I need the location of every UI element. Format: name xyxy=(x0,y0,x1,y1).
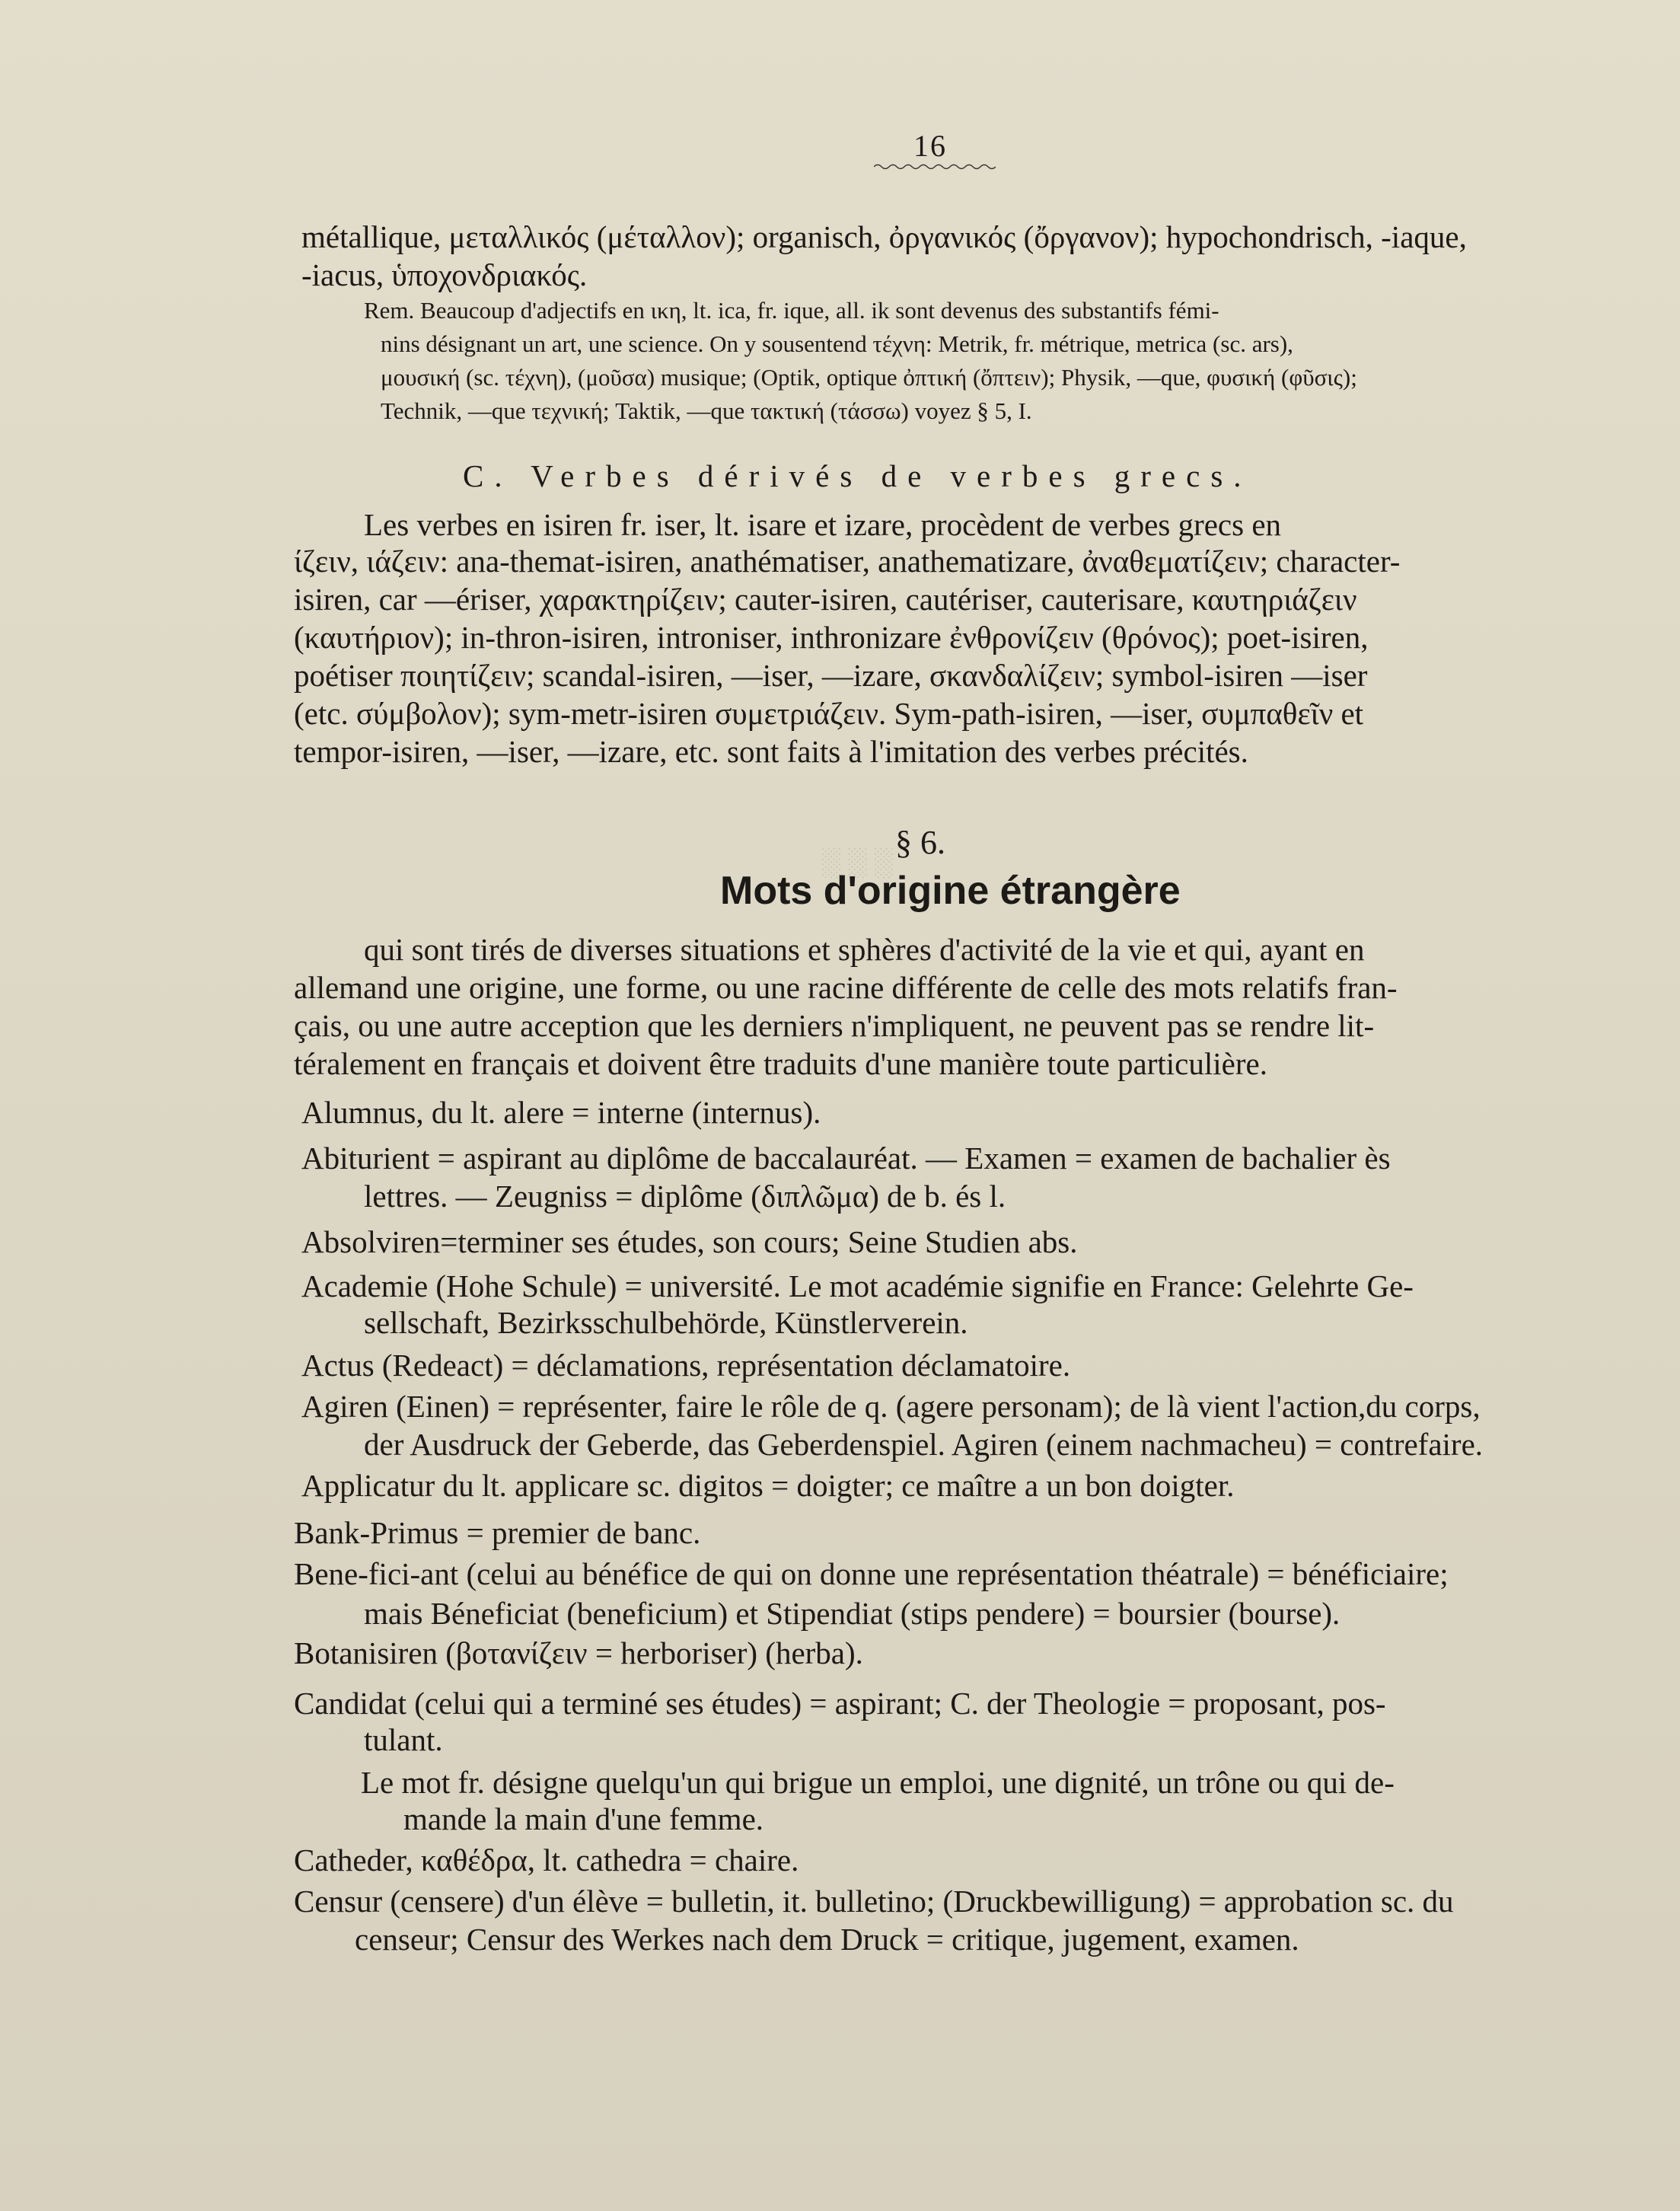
text-line: ίζειν, ιάζειν: ana-themat-isiren, anathématiser, anathematizare, ἀναθεματίζειν; character- xyxy=(294,544,1401,579)
text-line: (καυτήριον); in-thron-isiren, introniser, inthronizare ἐνθρονίζειν (θρόνος); poet-isiren, xyxy=(294,620,1369,655)
entry-censur: Censur (censere) d'un élève = bulletin, it. bulletino; (Druckbewilligung) = approbation sc. du xyxy=(294,1884,1454,1919)
page-number-ornament xyxy=(874,163,996,171)
entry-actus: Actus (Redeact) = déclamations, représentation déclamatoire. xyxy=(301,1348,1071,1383)
entry-candidat: Candidat (celui qui a terminé ses études) = aspirant; C. der Theologie = proposant, pos- xyxy=(294,1686,1386,1721)
text-line: -iacus, ὑποχονδριακός. xyxy=(301,257,588,292)
entry-continuation: lettres. — Zeugniss = diplôme (διπλῶμα) de b. és l. xyxy=(364,1179,1006,1214)
remark-line: Technik, —que τεχνική; Taktik, —que τακτική (τάσσω) voyez § 5, I. xyxy=(381,397,1032,424)
text-line: téralement en français et doivent être traduits d'une manière toute particulière. xyxy=(294,1046,1267,1081)
text-line: çais, ou une autre acception que les derniers n'impliquent, ne peuvent pas se rendre lit- xyxy=(294,1008,1375,1043)
entry-continuation: censeur; Censur des Werkes nach dem Druck = critique, jugement, examen. xyxy=(355,1922,1299,1957)
text-line: Les verbes en isiren fr. iser, lt. isare et izare, procèdent de verbes grecs en xyxy=(364,507,1282,542)
entry-bank-primus: Bank-Primus = premier de banc. xyxy=(294,1515,701,1550)
entry-absolviren: Absolviren=terminer ses études, son cours; Seine Studien abs. xyxy=(301,1224,1078,1259)
text-line: qui sont tirés de diverses situations et sphères d'activité de la vie et qui, ayant en xyxy=(364,932,1365,967)
remark-line: nins désignant un art, une science. On y sousentend τέχνη: Metrik, fr. métrique, metrica (sc. ars), xyxy=(381,330,1293,357)
entry-abiturient: Abiturient = aspirant au diplôme de baccalauréat. — Examen = examen de bachalier ès xyxy=(301,1141,1391,1176)
text-line: métallique, μεταλλικός (μέταλλον); organisch, ὀργανικός (ὄργανον); hypochondrisch, -iaque, xyxy=(301,219,1467,254)
text-line: allemand une origine, une forme, ou une racine différente de celle des mots relatifs fran- xyxy=(294,970,1398,1005)
bleed-through-ghost-text: ░ ░ ░ xyxy=(822,847,894,877)
entry-academie: Academie (Hohe Schule) = université. Le mot académie signifie en France: Gelehrte Ge- xyxy=(301,1268,1414,1303)
entry-continuation: tulant. xyxy=(364,1722,443,1757)
entry-botanisiren: Botanisiren (βοτανίζειν = herboriser) (herba). xyxy=(294,1635,863,1670)
entry-agiren: Agiren (Einen) = représenter, faire le rôle de q. (agere personam); de là vient l'action,du corps, xyxy=(301,1389,1481,1424)
text-line: isiren, car —ériser, χαρακτηρίζειν; cauter-isiren, cautériser, cauterisare, καυτηριάζειν xyxy=(294,582,1357,617)
remark-line: Rem. Beaucoup d'adjectifs en ικη, lt. ica, fr. ique, all. ik sont devenus des substantifs fémi- xyxy=(364,297,1219,324)
entry-bene-fici-ant: Bene-fici-ant (celui au bénéfice de qui on donne une représentation théatrale) = bénéficiaire; xyxy=(294,1556,1449,1591)
entry-continuation: sellschaft, Bezirksschulbehörde, Künstlerverein. xyxy=(364,1305,968,1340)
page-number: 16 xyxy=(913,129,947,163)
text-line: tempor-isiren, —iser, —izare, etc. sont faits à l'imitation des verbes précités. xyxy=(294,734,1248,769)
text-line: (etc. σύμβολον); sym-metr-isiren συμετριάζειν. Sym-path-isiren, —iser, συμπαθεῖν et xyxy=(294,696,1364,731)
section-title: Mots d'origine étrangère xyxy=(720,869,1181,913)
section-number: § 6. xyxy=(895,824,945,861)
entry-continuation: der Ausdruck der Geberde, das Geberdenspiel. Agiren (einem nachmacheu) = contrefaire. xyxy=(364,1427,1484,1462)
entry-catheder: Catheder, καθέδρα, lt. cathedra = chaire. xyxy=(294,1842,799,1878)
entry-note-continuation: mande la main d'une femme. xyxy=(403,1801,764,1836)
entry-note: Le mot fr. désigne quelqu'un qui brigue un emploi, une dignité, un trône ou qui de- xyxy=(361,1765,1395,1800)
text-line: poétiser ποιητίζειν; scandal-isiren, —iser, —izare, σκανδαλίζειν; symbol-isiren —iser xyxy=(294,658,1368,693)
entry-continuation: mais Béneficiat (beneficium) et Stipendiat (stips pendere) = boursier (bourse). xyxy=(364,1596,1340,1631)
entry-alumnus: Alumnus, du lt. alere = interne (internus). xyxy=(301,1095,821,1130)
remark-line: μουσική (sc. τέχνη), (μοῦσα) musique; (Optik, optique ὀπτική (ὄπτειν); Physik, —que, φυσική (φῦσις); xyxy=(381,364,1357,391)
entry-applicatur: Applicatur du lt. applicare sc. digitos = doigter; ce maître a un bon doigter. xyxy=(301,1468,1235,1503)
section-heading-c: C. Verbes dérivés de verbes grecs. xyxy=(463,458,1252,493)
